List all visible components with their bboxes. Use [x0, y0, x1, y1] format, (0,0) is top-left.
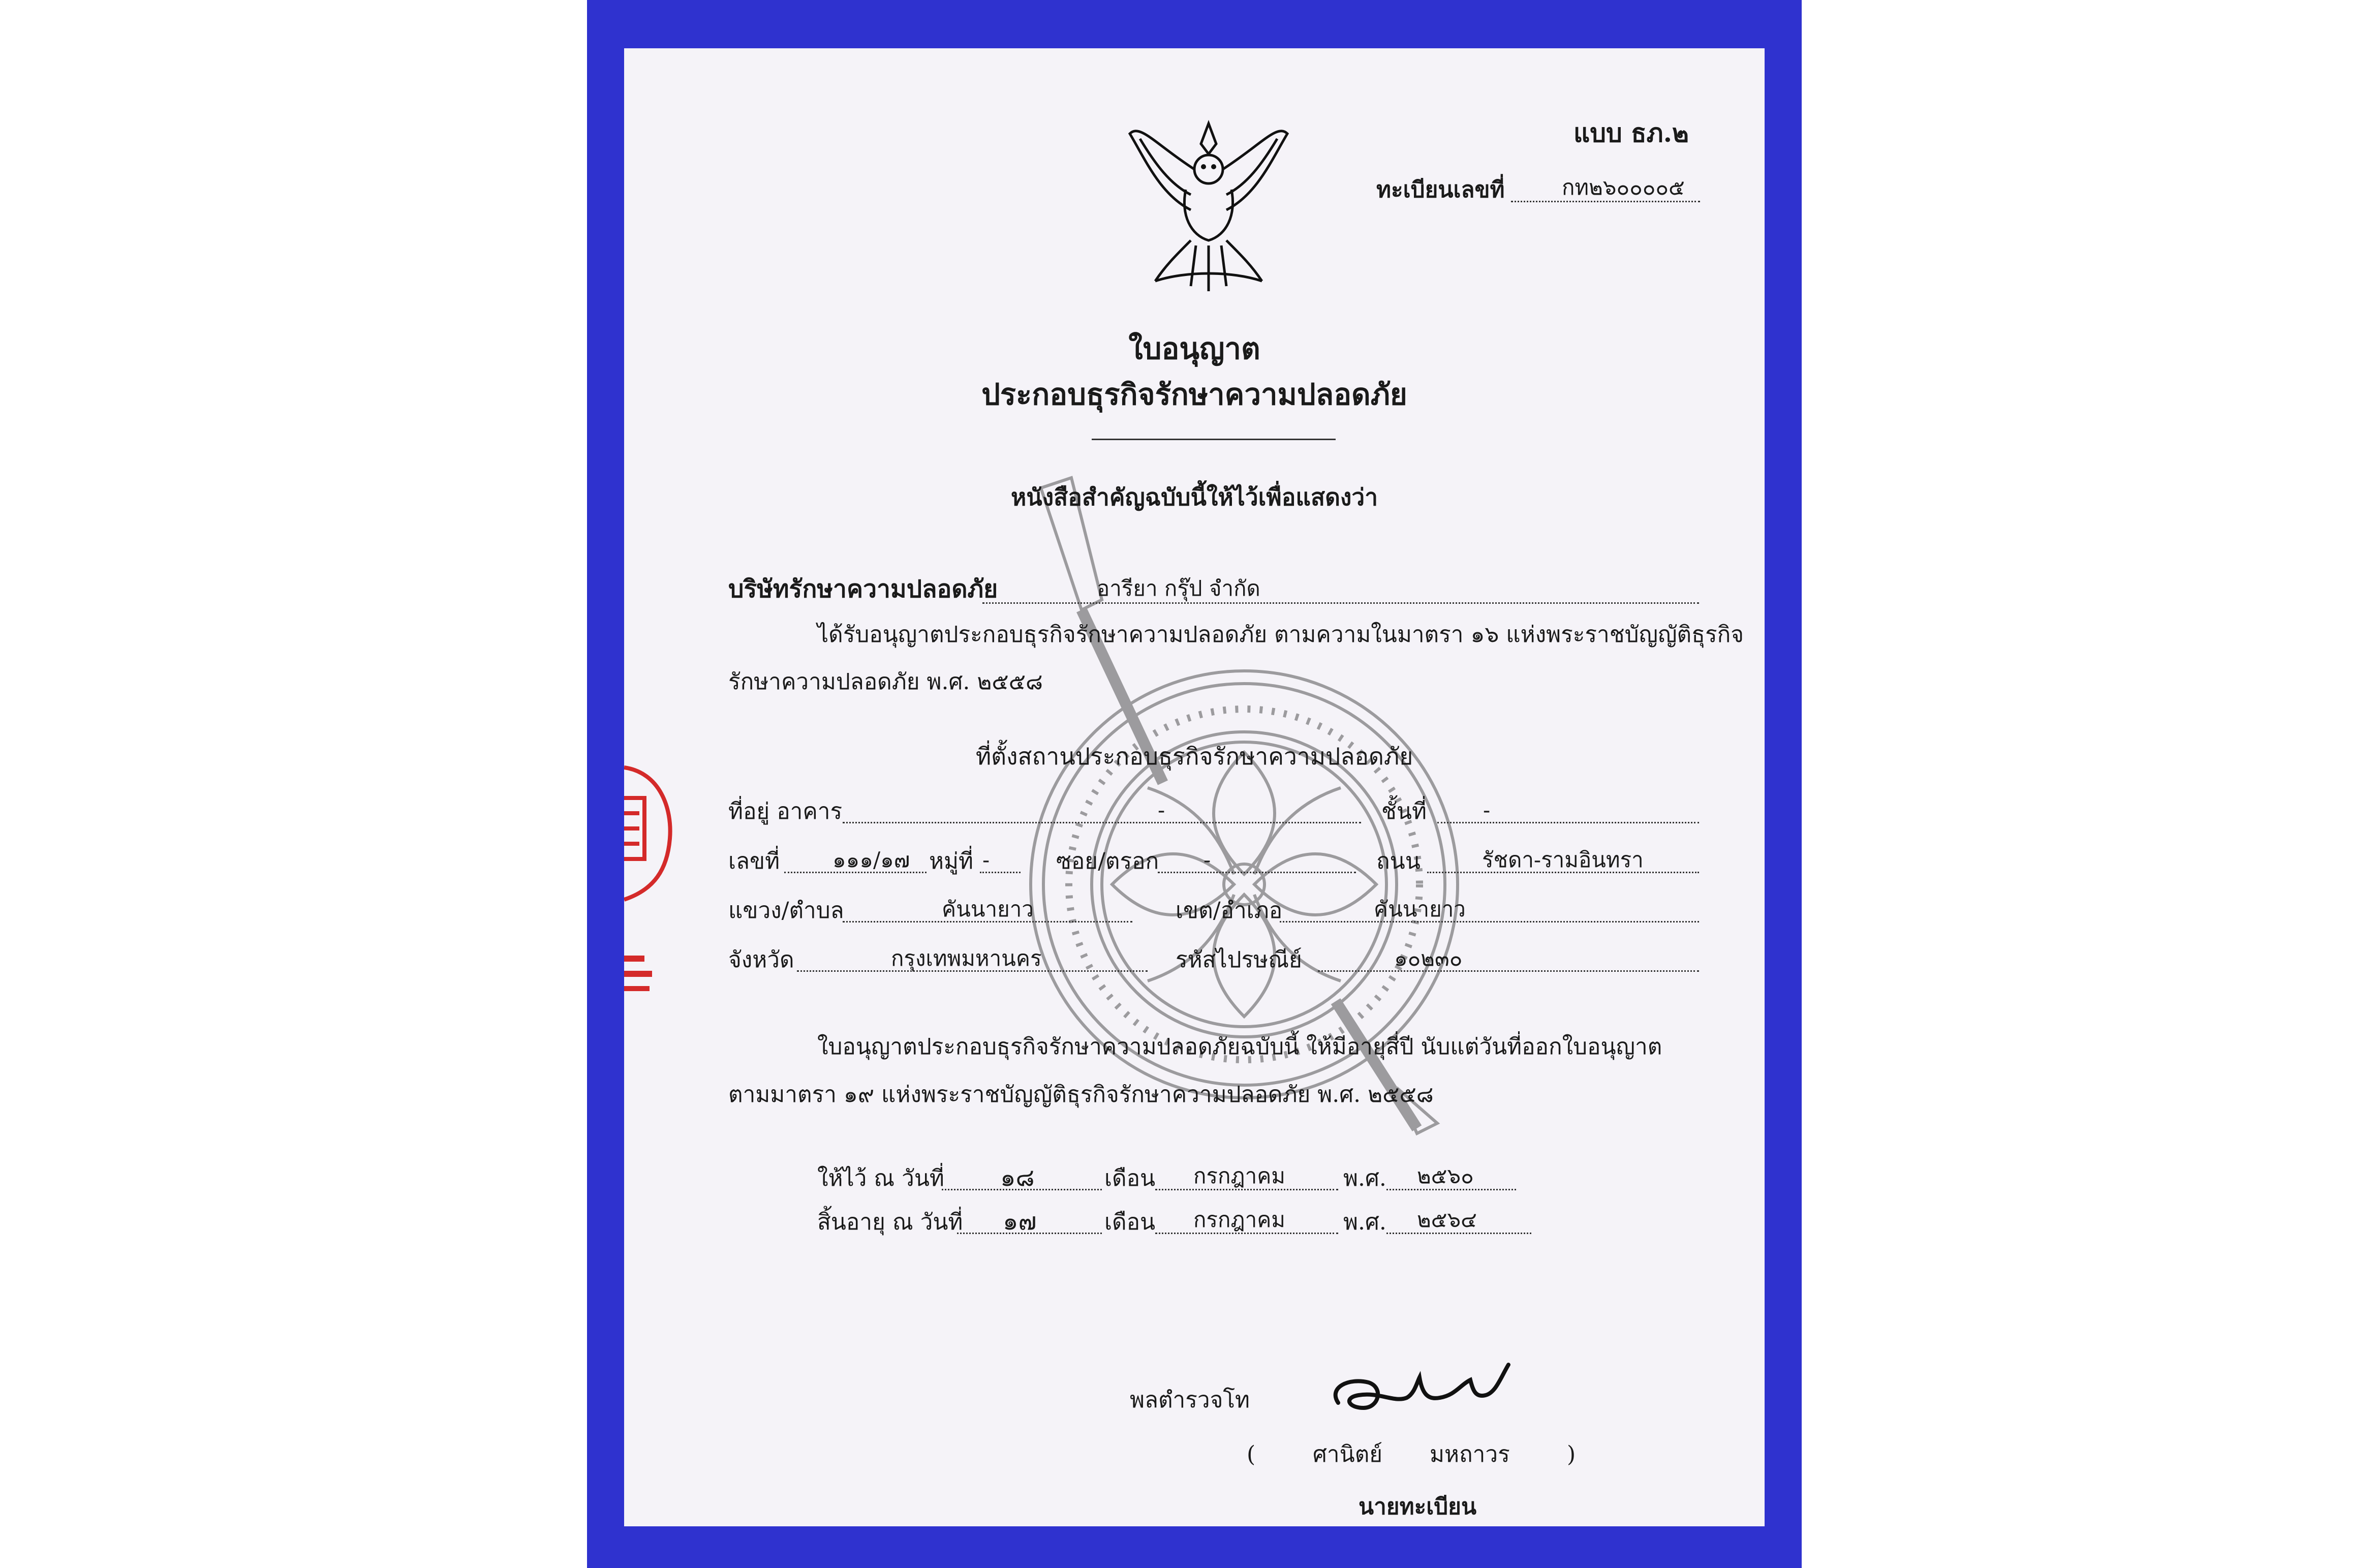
red-stamp-icon — [624, 737, 675, 1011]
signer-close-paren: ) — [1567, 1441, 1576, 1467]
issued-year: ๒๕๖๐ — [1417, 1163, 1474, 1188]
signer-last-name: มหถาวร — [1430, 1441, 1510, 1467]
registration-label: ทะเบียนเลขที่ — [1376, 177, 1505, 203]
registration-line — [1511, 201, 1700, 202]
form-code: แบบ ธภ.๒ — [1573, 118, 1689, 148]
signer-position: นายทะเบียน — [1359, 1494, 1477, 1520]
signer-rank: พลตำรวจโท — [1130, 1387, 1250, 1413]
company-name: อารียา กรุ๊ป จำกัด — [1097, 576, 1260, 601]
issued-day: ๑๘ — [1000, 1163, 1035, 1192]
district-label: เขต/อำเภอ — [1176, 898, 1283, 924]
issued-month-label: เดือน — [1104, 1165, 1156, 1191]
para2-line2: ตามมาตรา ๑๙ แห่งพระราชบัญญัติธุรกิจรักษาความปลอดภัย พ.ศ. ๒๕๕๘ — [728, 1082, 1434, 1108]
title-divider — [1092, 439, 1336, 440]
expire-day: ๑๗ — [1003, 1207, 1037, 1236]
expire-year: ๒๕๖๔ — [1417, 1207, 1477, 1232]
district-value: คันนายาว — [1374, 897, 1466, 921]
company-line — [982, 602, 1699, 604]
issued-year-line — [1386, 1189, 1516, 1190]
postcode-line — [1318, 970, 1699, 972]
expire-month-label: เดือน — [1104, 1209, 1156, 1235]
license-document — [624, 48, 1765, 1526]
expire-month: กรกฎาคม — [1193, 1207, 1285, 1232]
moo-label: หมู่ที่ — [929, 848, 974, 874]
postcode-value: ๑๐๒๓๐ — [1394, 946, 1463, 971]
para1-line2: รักษาความปลอดภัย พ.ศ. ๒๕๕๘ — [728, 669, 1043, 695]
signer-first-name: ศานิตย์ — [1313, 1441, 1383, 1467]
road-label: ถนน — [1376, 848, 1421, 874]
subdistrict-value: คันนายาว — [942, 897, 1034, 921]
signer-open-paren: ( — [1247, 1441, 1256, 1467]
floor-line — [1437, 822, 1699, 823]
registration-number: กท๒๖๐๐๐๐๕ — [1562, 175, 1685, 200]
floor-label: ชั้นที่ — [1381, 798, 1427, 824]
issued-month-line — [1155, 1189, 1338, 1190]
issued-label: ให้ไว้ ณ วันที่ — [817, 1165, 944, 1191]
soi-value: - — [1204, 847, 1211, 872]
expire-month-line — [1155, 1233, 1338, 1234]
issued-month: กรกฎาคม — [1193, 1163, 1285, 1188]
number-value: ๑๑๑/๑๗ — [832, 847, 910, 872]
province-label: จังหวัด — [728, 947, 794, 973]
company-label: บริษัทรักษาความปลอดภัย — [728, 575, 998, 603]
soi-label: ซอย/ตรอก — [1056, 848, 1159, 874]
soi-line — [1158, 872, 1356, 873]
para2-line1: ใบอนุญาตประกอบธุรกิจรักษาความปลอดภัยฉบับนี้ ให้มีอายุสี่ปี นับแต่วันที่ออกใบอนุญาต — [817, 1034, 1662, 1060]
title-line1: ใบอนุญาต — [1128, 331, 1260, 366]
para1-line1: ได้รับอนุญาตประกอบธุรกิจรักษาความปลอดภัย ตามความในมาตรา ๑๖ แห่งพระราชบัญญัติธุรกิจ — [817, 622, 1744, 648]
subdistrict-label: แขวง/ตำบล — [728, 898, 844, 924]
location-heading: ที่ตั้งสถานประกอบธุรกิจรักษาความปลอดภัย — [975, 743, 1413, 770]
subtitle: หนังสือสำคัญฉบับนี้ให้ไว้เพื่อแสดงว่า — [1010, 483, 1378, 511]
expire-year-label: พ.ศ. — [1343, 1209, 1386, 1235]
number-label: เลขที่ — [728, 848, 780, 874]
garuda-emblem-icon — [1125, 113, 1292, 296]
postcode-label: รหัสไปรษณีย์ — [1176, 947, 1302, 973]
expire-year-line — [1386, 1233, 1531, 1234]
address-label: ที่อยู่ อาคาร — [728, 798, 843, 824]
address-line — [843, 822, 1361, 823]
floor-value: - — [1483, 797, 1491, 822]
province-value: กรุงเทพมหานคร — [891, 946, 1042, 971]
title-line2: ประกอบธุรกิจรักษาความปลอดภัย — [981, 377, 1407, 412]
address-value: - — [1158, 797, 1165, 822]
district-line — [1280, 921, 1699, 923]
issued-year-label: พ.ศ. — [1343, 1165, 1386, 1191]
expire-label: สิ้นอายุ ณ วันที่ — [817, 1209, 963, 1235]
handwritten-signature-icon — [1318, 1347, 1531, 1433]
road-value: รัชดา-รามอินทรา — [1482, 847, 1644, 872]
moo-value: - — [982, 847, 990, 872]
